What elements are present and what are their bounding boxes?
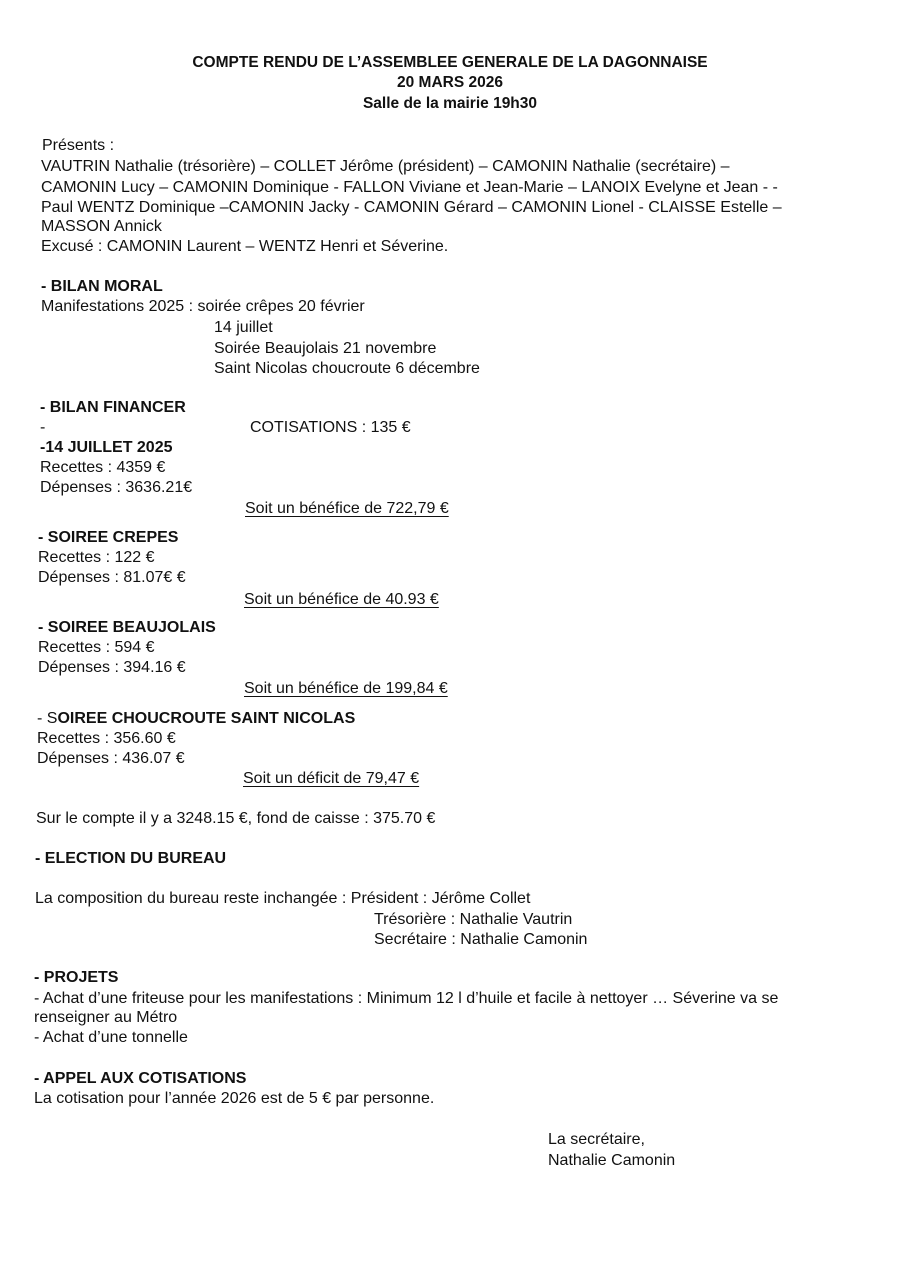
event-title-soiree-beaujolais: - SOIREE BEAUJOLAIS xyxy=(38,619,216,636)
section-heading-election: - ELECTION DU BUREAU xyxy=(35,850,227,867)
account-balance: Sur le compte il y a 3248.15 €, fond de caisse : 375.70 € xyxy=(36,810,436,827)
depenses-line: Dépenses : 436.07 € xyxy=(37,750,185,767)
event-title-text: OIREE CHOUCROUTE SAINT NICOLAS xyxy=(57,710,356,727)
event-title-prefix: - S xyxy=(37,710,58,727)
signature-role: La secrétaire, xyxy=(548,1131,645,1148)
event-title-soiree-crepes: - SOIREE CREPES xyxy=(38,529,179,546)
result-line: Soit un bénéfice de 199,84 € xyxy=(244,680,448,697)
bureau-intro: La composition du bureau reste inchangée : Président : Jérôme Collet xyxy=(35,890,531,907)
result-line: Soit un bénéfice de 722,79 € xyxy=(245,500,449,517)
excused-line: Excusé : CAMONIN Laurent – WENTZ Henri et Séverine. xyxy=(41,238,449,255)
depenses-line: Dépenses : 3636.21€ xyxy=(40,479,193,496)
bureau-member: Secrétaire : Nathalie Camonin xyxy=(374,931,588,948)
recettes-line: Recettes : 594 € xyxy=(38,639,155,656)
present-label: Présents : xyxy=(42,137,115,154)
attendee-line: CAMONIN Lucy – CAMONIN Dominique - FALLON Viviane et Jean-Marie – LANOIX Evelyne et Jean - - xyxy=(41,179,778,196)
section-heading-cotisations: - APPEL AUX COTISATIONS xyxy=(34,1070,247,1087)
meeting-venue: Salle de la mairie 19h30 xyxy=(362,95,538,112)
project-line: renseigner au Métro xyxy=(34,1009,178,1026)
dash-line: - xyxy=(40,419,46,436)
section-heading-bilan-moral: - BILAN MORAL xyxy=(41,278,163,295)
manifestation-item: Saint Nicolas choucroute 6 décembre xyxy=(214,360,480,377)
meeting-date: 20 MARS 2026 xyxy=(397,74,503,91)
section-heading-bilan-financier: - BILAN FINANCER xyxy=(40,399,186,416)
bureau-member: Trésorière : Nathalie Vautrin xyxy=(374,911,573,928)
depenses-line: Dépenses : 81.07€ € xyxy=(38,569,186,586)
event-title-14-juillet: -14 JUILLET 2025 xyxy=(40,439,173,456)
project-line: - Achat d’une friteuse pour les manifestations : Minimum 12 l d’huile et facile à nettoyer … Séverine va se xyxy=(34,990,779,1007)
event-title-soiree-choucroute xyxy=(37,709,355,729)
document-title: COMPTE RENDU DE L’ASSEMBLEE GENERALE DE LA DAGONNAISE xyxy=(192,54,708,71)
result-line: Soit un bénéfice de 40.93 € xyxy=(244,591,439,608)
manifestations-intro: Manifestations 2025 : soirée crêpes 20 février xyxy=(41,298,365,315)
recettes-line: Recettes : 356.60 € xyxy=(37,730,176,747)
attendee-line: MASSON Annick xyxy=(41,218,162,235)
manifestation-item: Soirée Beaujolais 21 novembre xyxy=(214,340,437,357)
signature-name: Nathalie Camonin xyxy=(548,1152,676,1169)
manifestation-item: 14 juillet xyxy=(214,319,273,336)
cotisations-total: COTISATIONS : 135 € xyxy=(250,419,411,436)
recettes-line: Recettes : 122 € xyxy=(38,549,155,566)
depenses-line: Dépenses : 394.16 € xyxy=(38,659,186,676)
cotisation-text: La cotisation pour l’année 2026 est de 5 € par personne. xyxy=(34,1090,435,1107)
project-line: - Achat d’une tonnelle xyxy=(34,1029,188,1046)
recettes-line: Recettes : 4359 € xyxy=(40,459,166,476)
result-line: Soit un déficit de 79,47 € xyxy=(243,770,420,787)
attendee-line: VAUTRIN Nathalie (trésorière) – COLLET Jérôme (président) – CAMONIN Nathalie (secrétaire) – xyxy=(41,158,730,175)
attendee-line: Paul WENTZ Dominique –CAMONIN Jacky - CAMONIN Gérard – CAMONIN Lionel - CLAISSE Estelle – xyxy=(41,199,782,216)
section-heading-projets: - PROJETS xyxy=(34,969,119,986)
